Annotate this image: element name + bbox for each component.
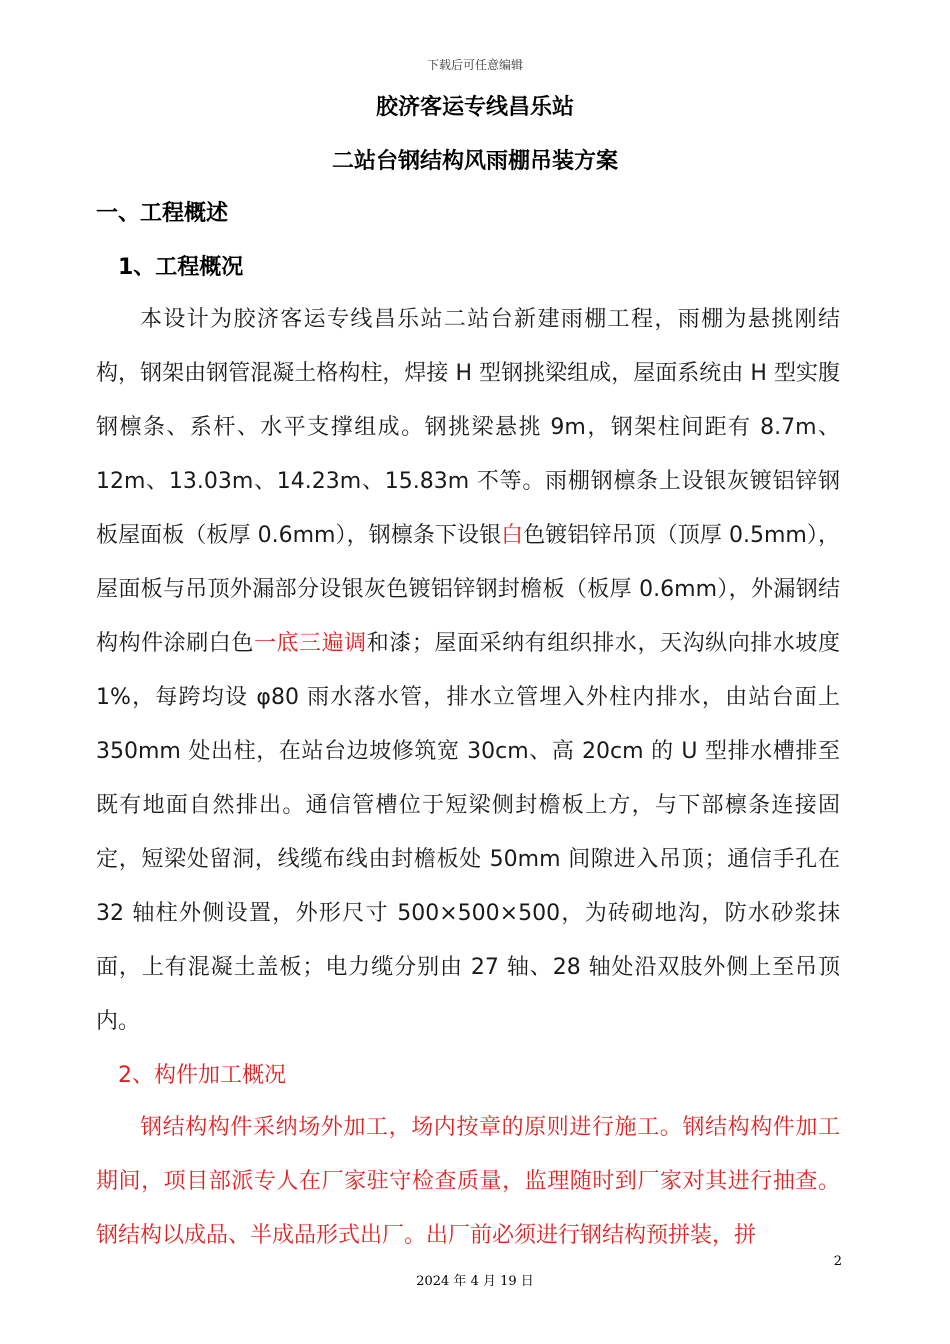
- footer-date: 2024 年 4 月 19 日: [416, 1274, 534, 1289]
- paragraph-text-part-c: 和漆；屋面采纳有组织排水，天沟纵向排水坡度 1%，每跨均设 φ80 雨水落水管，排水立管埋入外柱内排水，由站台面上 350mm 处出柱，在站台边坡修筑宽 30cm、高 20cm 的 U 型排水槽排至既有地面自然排出。通信管槽位于短梁侧封檐板上方，与下部檩条连接固定，短梁处留洞，线缆布线由封檐板处 50mm 间隙进入吊顶；通信手孔在 32 轴柱外侧设置，外形尺寸 500×500×500，为砖砌地沟，防水砂浆抹面，上有混凝土盖板；电力缆分别由 27 轴、28 轴处沿双肢外侧上至吊顶内。: [96, 631, 840, 1034]
- highlighted-text-white: 白: [501, 523, 524, 548]
- subsection-heading-project-overview: 1、工程概况: [118, 255, 244, 280]
- paragraph-text-part-b: 色镀铝锌吊顶（顶厚 0.5mm），屋面板与吊顶外漏部分设银灰色镀铝锌钢封檐板（板厚 0.6mm），外漏钢结构构件涂刷白色: [96, 523, 840, 656]
- highlighted-text-primer: 一底三遍调: [253, 631, 367, 656]
- header-note: 下载后可任意编辑: [426, 58, 523, 72]
- paragraph-project-overview: [96, 293, 840, 1049]
- document-title-line1: 胶济客运专线昌乐站: [375, 95, 574, 120]
- paragraph-text-part-a: 本设计为胶济客运专线昌乐站二站台新建雨棚工程，雨棚为悬挑刚结构，钢架由钢管混凝土格构柱，焊接 H 型钢挑梁组成，屋面系统由 H 型实腹钢檩条、系杆、水平支撑组成。钢挑梁悬挑 9m，钢架柱间距有 8.7m、12m、13.03m、14.23m、15.83m 不等。雨棚钢檩条上设银灰镀铝锌钢板屋面板（板厚 0.6mm），钢檩条下设银: [96, 307, 840, 548]
- section-heading-overview: 一、工程概述: [96, 201, 229, 226]
- paragraph-fabrication: 钢结构构件采纳场外加工，场内按章的原则进行施工。钢结构构件加工期间，项目部派专人在厂家驻守检查质量，监理随时到厂家对其进行抽查。钢结构以成品、半成品形式出厂。出厂前必须进行钢结构预拼装，拼: [96, 1115, 840, 1248]
- page-number: 2: [833, 1254, 842, 1269]
- subsection-heading-fabrication: 2、构件加工概况: [118, 1063, 286, 1088]
- document-title-line2: 二站台钢结构风雨棚吊装方案: [331, 149, 618, 174]
